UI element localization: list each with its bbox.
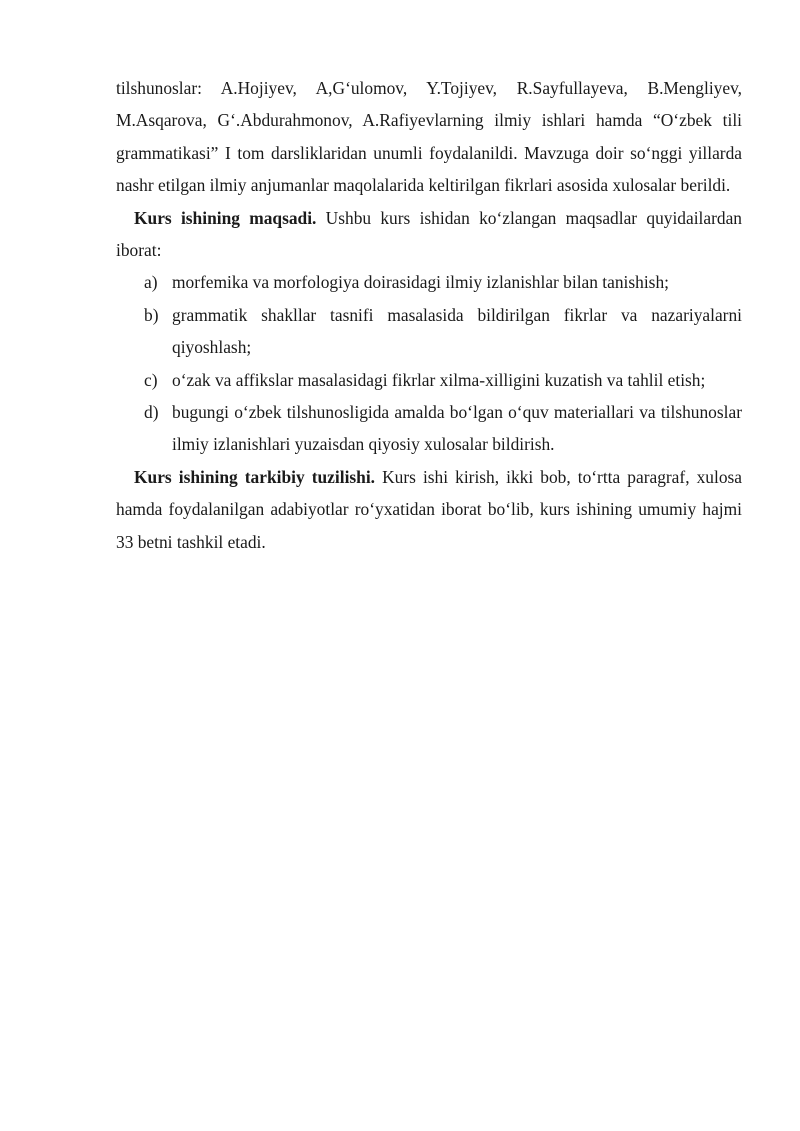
list-item bbox=[116, 266, 742, 298]
list-item-text: grammatik shakllar tasnifi masalasida bildirilgan fikrlar va nazariyalarni qiyoshlash; bbox=[172, 304, 742, 358]
list-item-text: bugungi o‘zbek tilshunosligida amalda bo‘lgan o‘quv materiallari va tilshunoslar ilmiy izlanishlari yuzaisdan qiyosiy xulosalar bildirish. bbox=[172, 402, 742, 455]
structure-paragraph bbox=[116, 461, 742, 558]
goal-paragraph bbox=[116, 202, 742, 267]
structure-heading: Kurs ishining tarkibiy tuzilishi. bbox=[134, 466, 376, 487]
goal-text: Ushbu kurs ishidan ko‘zlangan maqsadlar quyidailardan iborat: bbox=[116, 207, 742, 261]
document-page bbox=[116, 72, 742, 558]
list-marker: d) bbox=[144, 402, 159, 423]
intro-paragraph: tilshunoslar: A.Hojiyev, A,G‘ulomov, Y.Tojiyev, R.Sayfullayeva, B.Mengliyev, M.Asqarova, G‘.Abdurahmonov, A.Rafiyevlarning ilmiy ishlari hamda “O‘zbek tili grammatikasi” I tom darsliklaridan unumli foydalanildi. Mavzuga doir so‘nggi yillarda nashr etilgan ilmiy anjumanlar maqolalarida keltirilgan fikrlari asosida xulosalar berildi. bbox=[116, 78, 742, 196]
list-item bbox=[116, 396, 742, 461]
list-item-text: morfemika va morfologiya doirasidagi ilmiy izlanishlar bilan tanishish; bbox=[172, 272, 669, 293]
list-item-text: o‘zak va affikslar masalasidagi fikrlar xilma-xilligini kuzatish va tahlil etish; bbox=[172, 369, 706, 390]
list-marker: c) bbox=[144, 369, 158, 390]
list-marker: a) bbox=[144, 272, 158, 293]
list-marker: b) bbox=[144, 304, 159, 325]
goals-list bbox=[116, 266, 742, 460]
goal-heading: Kurs ishining maqsadi. bbox=[134, 207, 317, 228]
list-item bbox=[116, 299, 742, 364]
list-item bbox=[116, 364, 742, 396]
structure-text: Kurs ishi kirish, ikki bob, to‘rtta paragraf, xulosa hamda foydalanilgan adabiyotlar ro‘yxatidan iborat bo‘lib, kurs ishining umumiy hajmi 33 betni tashkil etadi. bbox=[116, 466, 743, 552]
